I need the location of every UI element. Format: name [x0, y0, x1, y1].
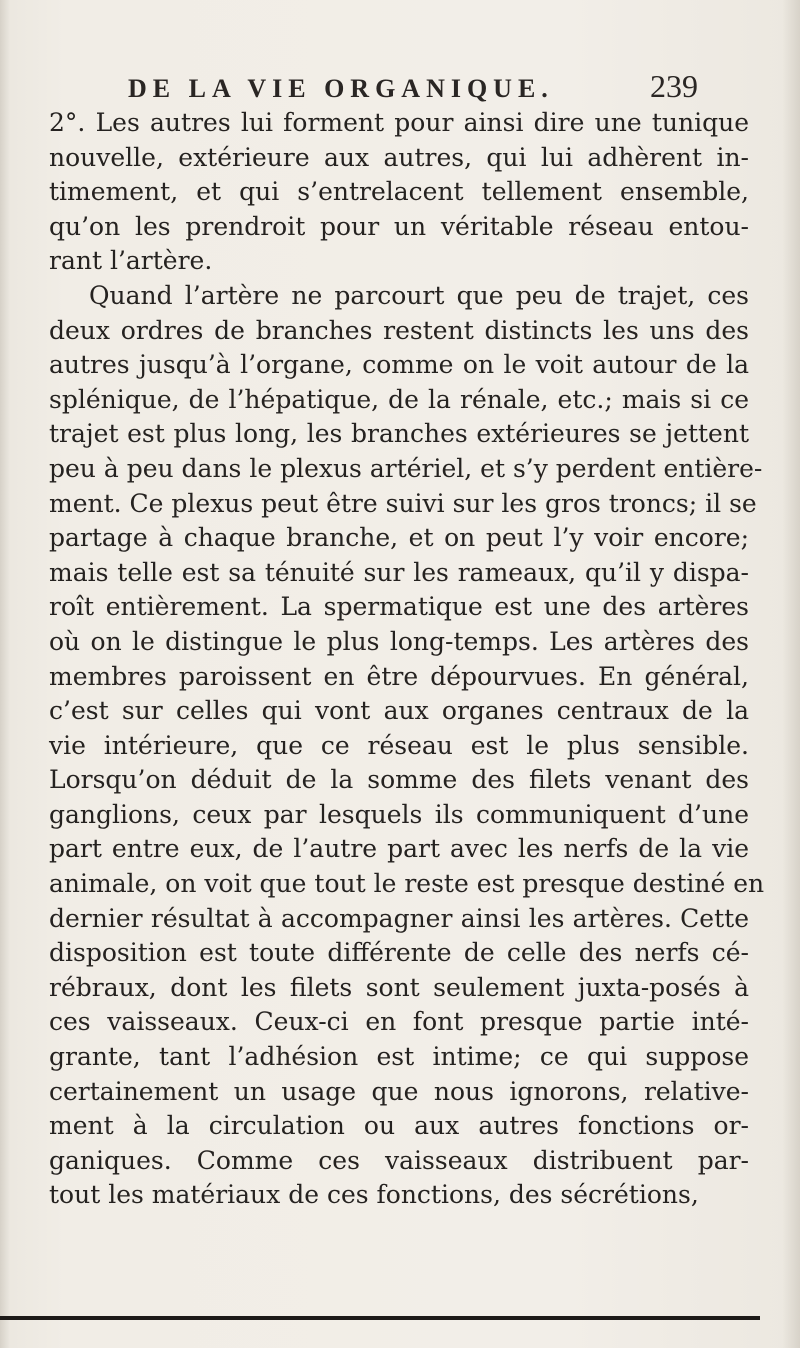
text-line: animale, on voit que tout le reste est presque destiné en — [49, 869, 765, 899]
text-line: rébraux, dont les filets sont seulement juxta-posés à — [49, 972, 749, 1002]
text-line: dernier résultat à accompagner ainsi les artères. Cette — [49, 903, 749, 933]
text-line: nouvelle, extérieure aux autres, qui lui adhèrent in- — [49, 142, 749, 172]
text-line: ganiques. Comme ces vaisseaux distribuent par- — [49, 1145, 749, 1175]
running-head-title: DE LA VIE ORGANIQUE. — [128, 74, 554, 103]
text-line: Lorsqu’on déduit de la somme des filets venant des — [49, 765, 749, 795]
text-line: certainement un usage que nous ignorons, relative- — [49, 1076, 749, 1106]
text-line: ment à la circulation ou aux autres fonctions or- — [49, 1111, 749, 1141]
text-line: tout les matériaux de ces fonctions, des sécrétions, — [49, 1180, 699, 1210]
gutter-shadow — [0, 0, 10, 1348]
running-head — [128, 68, 698, 108]
bottom-rule — [0, 1316, 760, 1320]
text-line: ment. Ce plexus peut être suivi sur les gros troncs; il se — [49, 488, 757, 518]
text-line: part entre eux, de l’autre part avec les nerfs de la vie — [49, 834, 749, 864]
text-line: vie intérieure, que ce réseau est le plus sensible. — [49, 730, 749, 760]
text-line: où on le distingue le plus long-temps. Les artères des — [49, 626, 749, 656]
text-line: ces vaisseaux. Ceux-ci en font presque partie inté- — [49, 1007, 749, 1037]
text-line: qu’on les prendroit pour un véritable réseau entou- — [49, 211, 749, 241]
text-line: rant l’artère. — [49, 246, 213, 276]
text-line: autres jusqu’à l’organe, comme on le voit autour de la — [49, 350, 749, 380]
text-line: splénique, de l’hépatique, de la rénale, etc.; mais si ce — [49, 384, 749, 414]
text-line: ganglions, ceux par lesquels ils communiquent d’une — [49, 799, 749, 829]
text-line: membres paroissent en être dépourvues. En général, — [49, 661, 749, 691]
text-line: disposition est toute différente de celle des nerfs cé- — [49, 938, 749, 968]
text-line: peu à peu dans le plexus artériel, et s’y perdent entière- — [49, 453, 763, 483]
text-line: 2°. Les autres lui forment pour ainsi dire une tunique — [49, 108, 749, 137]
text-line: grante, tant l’adhésion est intime; ce qui suppose — [49, 1042, 749, 1072]
text-line: mais telle est sa ténuité sur les rameaux, qu’il y dispa- — [49, 557, 749, 587]
text-line: roît entièrement. La spermatique est une des artères — [49, 592, 749, 622]
text-line: partage à chaque branche, et on peut l’y voir encore; — [49, 523, 749, 553]
page-edge-shadow — [782, 0, 800, 1348]
page-number: 239 — [650, 68, 698, 104]
text-line: trajet est plus long, les branches extérieures se jettent — [49, 419, 749, 449]
text-line: timement, et qui s’entrelacent tellement ensemble, — [49, 177, 749, 207]
text-line: deux ordres de branches restent distincts les uns des — [49, 315, 749, 345]
text-line: Quand l’artère ne parcourt que peu de trajet, ces — [89, 280, 749, 310]
text-line: c’est sur celles qui vont aux organes centraux de la — [49, 696, 749, 726]
body-text — [49, 106, 765, 1213]
